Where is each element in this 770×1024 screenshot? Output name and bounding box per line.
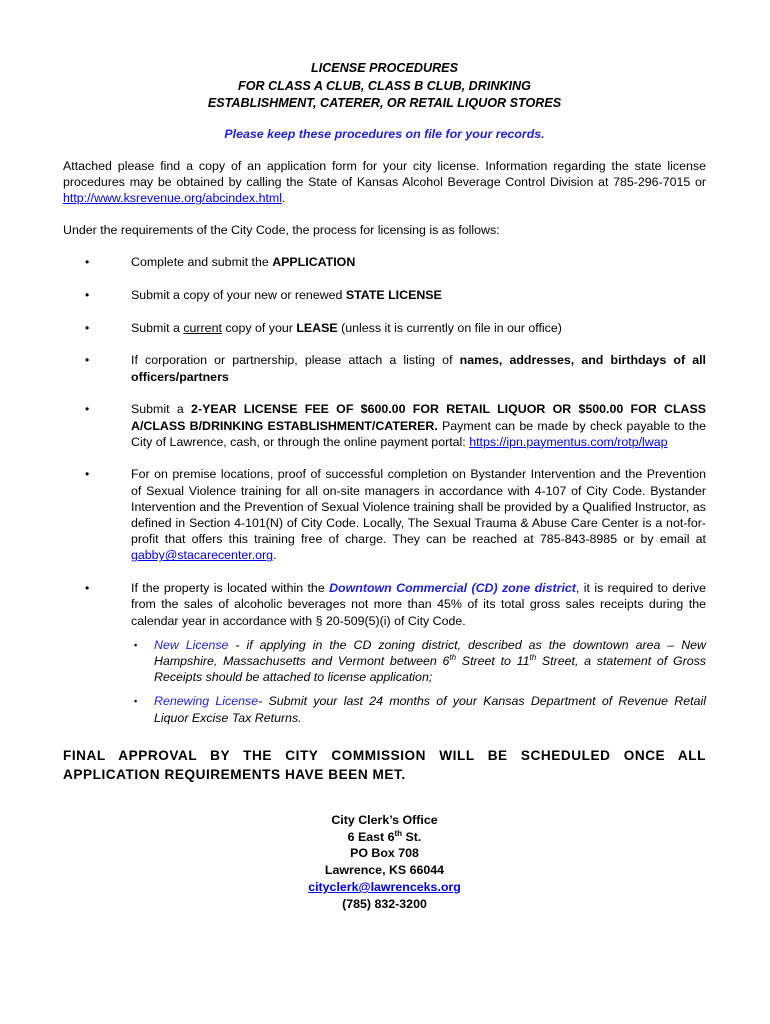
item-bold: APPLICATION xyxy=(272,255,356,270)
list-item-license-fee xyxy=(63,401,706,450)
po-box: PO Box 708 xyxy=(350,846,419,861)
list-item-state-license xyxy=(63,287,706,303)
item-text: If corporation or partnership, please attach a listing of xyxy=(131,353,460,368)
bullet-icon: • xyxy=(85,288,90,303)
bullet-icon: • xyxy=(85,320,90,335)
street-suffix: St. xyxy=(402,829,422,844)
item-text-end: . xyxy=(273,548,277,563)
address-block xyxy=(63,812,706,913)
item-text: Complete and submit the xyxy=(131,255,273,270)
street-text: 6 East 6 xyxy=(347,829,395,844)
list-item-application xyxy=(63,254,706,270)
list-item-lease xyxy=(63,320,706,336)
item-text-post: (unless it is currently on file in our office) xyxy=(337,320,562,335)
square-bullet-icon: ▪ xyxy=(134,639,138,650)
ksrevenue-link[interactable]: http://www.ksrevenue.org/abcindex.html xyxy=(63,190,283,205)
requirements-list xyxy=(63,254,706,725)
item-underline: current xyxy=(183,320,222,335)
item-bold: LEASE xyxy=(296,320,338,335)
item-text-post: Payment can be made by check payable to the City of Lawrence, cash, or through the online payment portal: xyxy=(131,418,706,449)
superscript-th: th xyxy=(394,828,403,838)
street-address xyxy=(63,829,706,846)
bullet-icon: • xyxy=(85,402,90,417)
payment-portal-link[interactable]: https://ipn.paymentus.com/rotp/lwap xyxy=(469,434,668,449)
city-clerk-email-link[interactable]: cityclerk@lawrenceks.org xyxy=(308,879,461,894)
phone-number: (785) 832-3200 xyxy=(342,896,427,911)
new-license-label: New License xyxy=(154,637,229,652)
renewing-license-label: Renewing License xyxy=(154,694,259,709)
item-text: Submit a copy of your new or renewed xyxy=(131,288,346,303)
bullet-icon: • xyxy=(85,255,90,270)
item-text: If the property is located within the xyxy=(131,581,330,596)
intro-text: Attached please find a copy of an application form for your city license. Information regarding the state license procedures may be obtained by calling the State of Kansas Alcohol Beverage Control Division at 785-296-7015 or xyxy=(63,158,706,189)
document-page xyxy=(63,60,706,913)
bullet-icon: • xyxy=(85,467,90,482)
keep-on-file-notice: Please keep these procedures on file for your records. xyxy=(224,126,545,141)
sub-text-3: Street, a statement of Gross Receipts should be attached to license application; xyxy=(154,653,706,685)
stacarecenter-email-link[interactable]: gabby@stacarecenter.org xyxy=(131,548,274,563)
bullet-icon: • xyxy=(85,581,90,596)
list-item-training xyxy=(63,466,706,563)
city-state-zip: Lawrence, KS 66044 xyxy=(324,863,445,878)
title-line-2: FOR CLASS A CLUB, CLASS B CLUB, DRINKING xyxy=(238,78,531,93)
sub-text-2: Street to 11 xyxy=(456,653,530,668)
title-line-1: LICENSE PROCEDURES xyxy=(311,61,458,75)
item-text: Submit a xyxy=(131,402,192,417)
title-line-3: ESTABLISHMENT, CATERER, OR RETAIL LIQUOR STORES xyxy=(207,96,562,110)
sub-item-new-license xyxy=(131,637,706,686)
item-bold: STATE LICENSE xyxy=(345,288,442,303)
superscript-th: th xyxy=(529,652,537,662)
list-item-officers xyxy=(63,352,706,384)
sub-item-renewing-license xyxy=(131,693,706,725)
intro-paragraph xyxy=(63,158,706,207)
office-name: City Clerk’s Office xyxy=(331,812,438,827)
requirements-intro: Under the requirements of the City Code, the process for licensing is as follows: xyxy=(63,223,500,238)
downtown-district-highlight: Downtown Commercial (CD) zone district xyxy=(329,581,576,596)
square-bullet-icon: ▪ xyxy=(134,696,138,707)
final-approval-notice: FINAL APPROVAL BY THE CITY COMMISSION WILL BE SCHEDULED ONCE ALL APPLICATION REQUIREMENTS HAVE BEEN MET. xyxy=(63,747,706,782)
item-text-mid: copy of your xyxy=(221,320,297,335)
list-item-downtown-district xyxy=(63,580,706,726)
sub-text-1: - Submit your last 24 months of your Kansas Department of Revenue Retail Liquor Excise Tax Returns. xyxy=(154,694,706,725)
bullet-icon: • xyxy=(85,353,90,368)
item-text: Submit a xyxy=(131,320,184,335)
item-text: For on premise locations, proof of successful completion on Bystander Intervention and the Prevention of Sexual Violence training for all on-site managers in accordance with 4-107 of City Code. Bystander Intervention and the Prevention of Sexual Violence training shall be provided by a Qualified Instructor, as defined in Section 4-101(N) of City Code. Locally, The Sexual Trauma & Abuse Care Center is a not-for-profit that offers this training free of charge. They can be reached at 785-843-8985 or by email at xyxy=(131,467,706,547)
downtown-sublist xyxy=(131,637,706,726)
sub-text-1: - if applying in the CD zoning district, described as the downtown area – New Hampshire, Massachusetts and Vermont between 6 xyxy=(154,637,706,668)
item-bold: 2-YEAR LICENSE FEE OF $600.00 FOR RETAIL LIQUOR OR $500.00 FOR CLASS A/CLASS B/DRINKING ESTABLISHMENT/CATERER. xyxy=(131,402,706,433)
item-bold: names, addresses, and birthdays of all officers/partners xyxy=(131,353,706,384)
item-text-post: , it is required to derive from the sales of alcoholic beverages not more than 45% of its total gross sales receipts during the calendar year in accordance with § 20-509(5)(i) of City Code. xyxy=(131,581,707,628)
document-title xyxy=(63,60,706,113)
intro-end: . xyxy=(282,190,286,205)
superscript-th: th xyxy=(449,652,457,662)
